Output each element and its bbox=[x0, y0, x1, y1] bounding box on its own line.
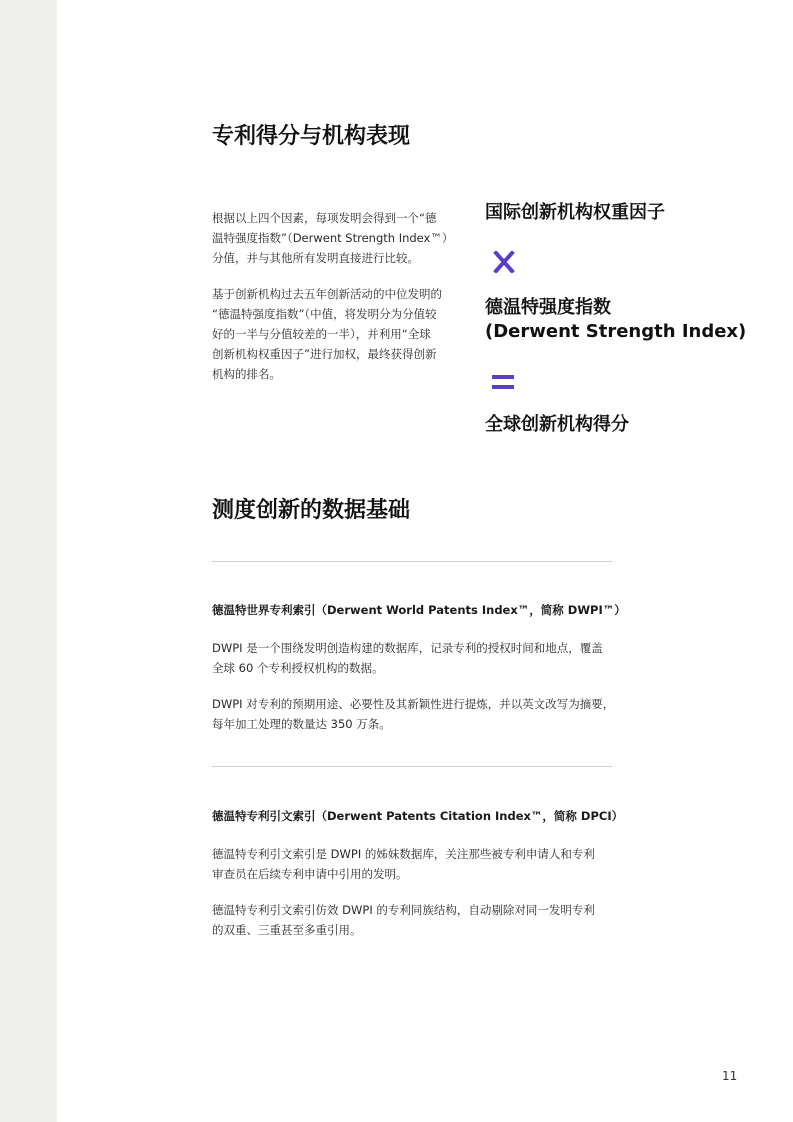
dwpi-p2-line-1: DWPI 对专利的预期用途、必要性及其新颖性进行提炼，并以英文改写为摘要， bbox=[212, 697, 615, 711]
dpci-p1-line-2: 审查员在后续专利申请中引用的发明。 bbox=[212, 867, 408, 881]
intro-paragraph-2 bbox=[212, 284, 442, 384]
section-title-patent-score: 专利得分与机构表现 bbox=[212, 124, 411, 149]
equals-icon bbox=[491, 373, 517, 393]
dwpi-paragraph-1 bbox=[212, 638, 622, 678]
dpci-paragraph-2 bbox=[212, 900, 622, 940]
dpci-heading: 德温特专利引文索引（Derwent Patents Citation Index™，简称 DPCI） bbox=[212, 809, 624, 823]
intro-p1-line-3: 分值，并与其他所有发明直接进行比较。 bbox=[212, 251, 419, 265]
dwpi-p2-line-2: 每年加工处理的数量达 350 万条。 bbox=[212, 717, 391, 731]
section-title-data-foundation: 测度创新的数据基础 bbox=[212, 498, 411, 523]
intro-paragraph-1 bbox=[212, 208, 453, 268]
strength-index-cn: 德温特强度指数 bbox=[485, 297, 611, 318]
multiply-icon bbox=[491, 251, 517, 273]
formula-term-weight-factor: 国际创新机构权重因子 bbox=[485, 202, 665, 223]
dpci-p1-line-1: 德温特专利引文索引是 DWPI 的姊妹数据库，关注那些被专利申请人和专利 bbox=[212, 847, 595, 861]
dpci-p2-line-2: 的双重、三重甚至多重引用。 bbox=[212, 923, 362, 937]
dwpi-heading: 德温特世界专利索引（Derwent World Patents Index™，简称 DWPI™） bbox=[212, 603, 626, 617]
page-number: 11 bbox=[722, 1069, 738, 1083]
left-margin-band bbox=[0, 0, 57, 1122]
intro-p2-line-4: 创新机构权重因子”进行加权，最终获得创新 bbox=[212, 347, 437, 361]
dwpi-paragraph-2 bbox=[212, 694, 622, 734]
intro-p1-line-1: 根据以上四个因素，每项发明会得到一个“德 bbox=[212, 211, 437, 225]
intro-p1-line-2: 温特强度指数”（Derwent Strength Index™） bbox=[212, 231, 454, 245]
dpci-p2-line-1: 德温特专利引文索引仿效 DWPI 的专利同族结构，自动剔除对同一发明专利 bbox=[212, 903, 595, 917]
formula-result-global-score: 全球创新机构得分 bbox=[485, 414, 629, 435]
intro-p2-line-3: 好的一半与分值较差的一半），并利用“全球 bbox=[212, 327, 431, 341]
formula-term-strength-index bbox=[485, 296, 746, 344]
intro-p2-line-2: “德温特强度指数”（中值，将发明分为分值较 bbox=[212, 307, 437, 321]
dpci-paragraph-1 bbox=[212, 844, 622, 884]
intro-p2-line-5: 机构的排名。 bbox=[212, 367, 281, 381]
divider-2 bbox=[212, 766, 612, 767]
strength-index-en: (Derwent Strength Index) bbox=[485, 321, 747, 342]
dwpi-p1-line-1: DWPI 是一个围绕发明创造构建的数据库，记录专利的授权时间和地点，覆盖 bbox=[212, 641, 603, 655]
intro-p2-line-1: 基于创新机构过去五年创新活动的中位发明的 bbox=[212, 287, 442, 301]
divider-1 bbox=[212, 561, 612, 562]
dwpi-p1-line-2: 全球 60 个专利授权机构的数据。 bbox=[212, 661, 384, 675]
